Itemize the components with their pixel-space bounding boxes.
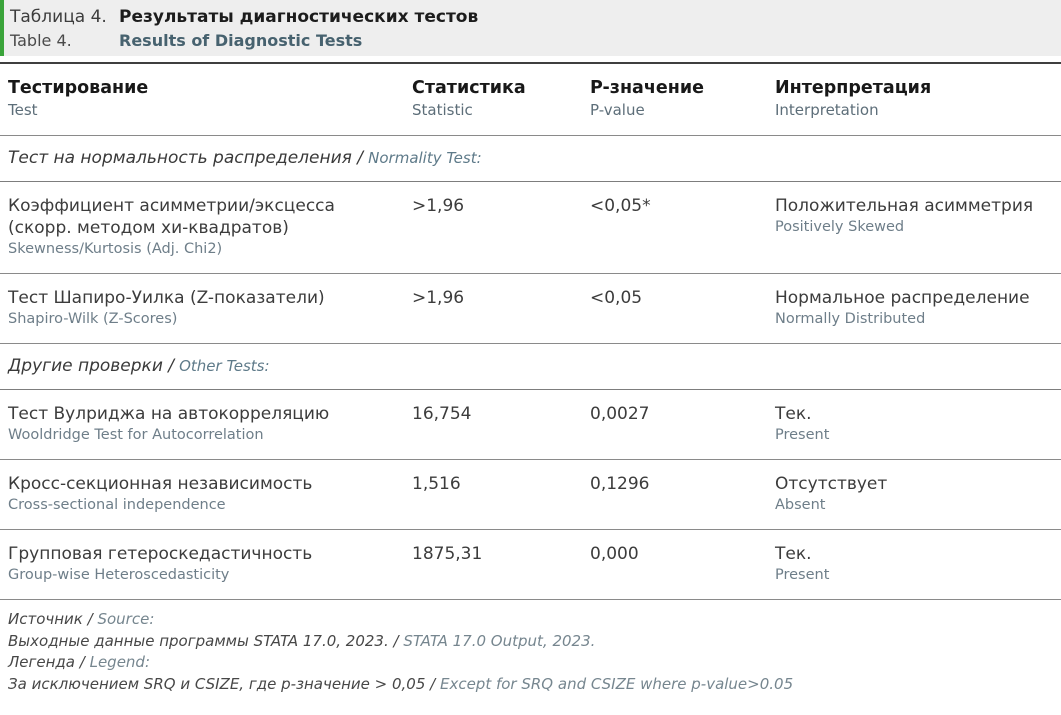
interpretation-ru: Положительная асимметрия [775,196,1034,216]
column-header-test-en: Test [8,101,38,119]
table-row [0,460,1061,530]
interpretation-ru: Тек. [775,544,812,564]
test-name-en: Shapiro-Wilk (Z-Scores) [8,311,178,327]
column-header-pvalue-en: P-value [590,101,645,119]
table-row [0,182,1061,274]
test-name-cell [0,195,412,259]
statistic-value: 1,516 [412,474,461,494]
test-name-cell [0,403,412,445]
table-title-block [0,0,1061,56]
test-name-en: Skewness/Kurtosis (Adj. Chi2) [8,241,223,257]
legend-label-ru: Легенда / [8,653,85,671]
p-value: 0,000 [590,544,639,564]
test-name-cell [0,543,412,585]
column-header-test [0,77,412,121]
column-header-interpretation [775,77,1061,121]
section-heading-en: Normality Test: [368,149,482,167]
p-value: <0,05 [590,288,643,308]
test-name-en: Wooldridge Test for Autocorrelation [8,427,264,443]
p-value: 0,1296 [590,474,650,494]
section-heading-normality [0,136,1061,182]
column-header-pvalue [590,77,775,121]
interpretation-en: Absent [775,497,826,513]
legend-text-ru: За исключением SRQ и CSIZE, где p-значение > 0,05 / [8,674,436,693]
interpretation-cell [775,543,1061,585]
legend-label-en: Legend: [89,653,151,671]
column-header-statistic-ru: Статистика [412,78,526,98]
table-number-en: Table 4. [10,31,72,50]
column-header-interpretation-en: Interpretation [775,101,879,119]
column-header-statistic-en: Statistic [412,101,473,119]
interpretation-en: Present [775,427,830,443]
statistic-value: >1,96 [412,196,465,216]
table-row [0,530,1061,600]
table-number-ru: Таблица 4. [10,7,107,27]
p-value: 0,0027 [590,404,650,424]
interpretation-en: Positively Skewed [775,219,905,235]
interpretation-ru: Тек. [775,404,812,424]
table-row [0,390,1061,460]
statistic-value: 16,754 [412,404,472,424]
table-row [0,274,1061,344]
statistic-value: >1,96 [412,288,465,308]
legend-text-line [8,674,1061,696]
interpretation-cell [775,403,1061,445]
statistic-value: 1875,31 [412,544,483,564]
interpretation-cell [775,473,1061,515]
source-text-en: STATA 17.0 Output, 2023. [403,631,596,650]
table-title-en [10,29,1061,52]
test-name-ru: Кросс-секционная независимость [8,474,313,494]
source-label-ru: Источник / [8,610,93,628]
interpretation-ru: Нормальное распределение [775,288,1030,308]
source-label-line [8,609,1061,631]
test-name-ru: Групповая гетероскедастичность [8,544,313,564]
interpretation-en: Present [775,567,830,583]
table-title-ru [10,5,1061,29]
test-name-cell [0,287,412,329]
legend-label-line [8,652,1061,674]
table-header-row [0,64,1061,136]
section-heading-other-tests [0,344,1061,390]
p-value: <0,05* [590,196,651,216]
section-heading-en: Other Tests: [179,357,270,375]
column-header-pvalue-ru: P-значение [590,78,704,98]
legend-text-en: Except for SRQ and CSIZE where p-value>0.05 [439,674,794,693]
column-header-statistic [412,77,590,121]
source-text-line [8,631,1061,653]
test-name-ru: Тест Шапиро-Уилка (Z-показатели) [8,288,325,308]
section-heading-ru: Другие проверки / [8,356,174,376]
column-header-interpretation-ru: Интерпретация [775,78,932,98]
test-name-ru: Тест Вулриджа на автокорреляцию [8,404,330,424]
test-name-cell [0,473,412,515]
test-name-ru: Коэффициент асимметрии/эксцесса (скорр. методом хи-квадратов) [8,196,335,238]
interpretation-en: Normally Distributed [775,311,926,327]
section-heading-ru: Тест на нормальность распределения / [8,148,364,168]
table-title-text-en: Results of Diagnostic Tests [119,31,363,50]
interpretation-ru: Отсутствует [775,474,888,494]
table-footer [0,600,1061,695]
source-label-en: Source: [97,610,155,628]
table-title-text-ru: Результаты диагностических тестов [119,7,479,27]
column-header-test-ru: Тестирование [8,78,149,98]
test-name-en: Cross-sectional independence [8,497,226,513]
test-name-en: Group-wise Heteroscedasticity [8,567,230,583]
source-text-ru: Выходные данные программы STATA 17.0, 2023. / [8,631,399,650]
interpretation-cell [775,195,1061,259]
interpretation-cell [775,287,1061,329]
